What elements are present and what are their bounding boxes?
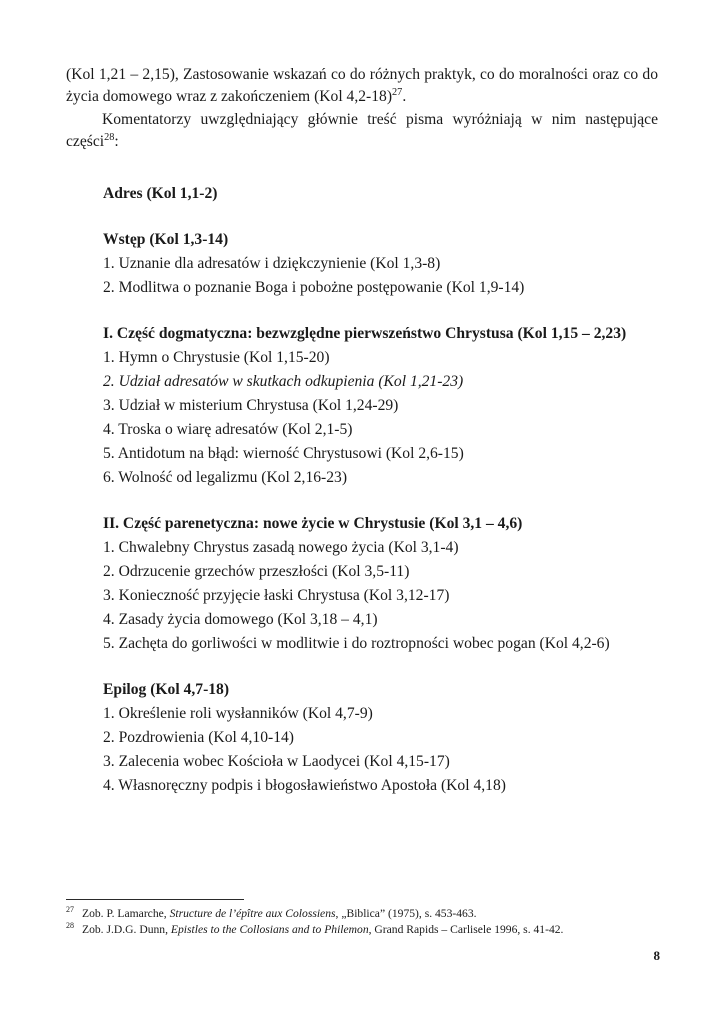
footnote-prefix: Zob. J.D.G. Dunn, xyxy=(82,923,171,936)
footnote-title: Structure de l’épître aux Colossiens xyxy=(169,907,336,920)
paragraph-2 xyxy=(66,109,658,152)
paragraph-1-text: (Kol 1,21 – 2,15), Zastosowanie wskazań co do różnych praktyk, co do moralności oraz co do życia domowego wraz z zakończeniem (Kol 4,2-18) xyxy=(66,66,658,105)
outline-item: 4. Zasady życia domowego (Kol 3,18 – 4,1) xyxy=(103,611,378,628)
outline-item: 2. Odrzucenie grzechów przeszłości (Kol 3,5-11) xyxy=(103,563,410,580)
outline-section-epilog xyxy=(103,678,663,798)
outline-item: 1. Chwalebny Chrystus zasadą nowego życia (Kol 3,1-4) xyxy=(103,539,459,556)
paragraph-2-text: Komentatorzy uwzględniający głównie treść pisma wyróżniają w nim następujące części xyxy=(66,111,658,150)
footnote-27: 27 Zob. P. Lamarche, Structure de l’épître aux Colossiens, „Biblica” (1975), s. 453-463. xyxy=(66,905,477,920)
outline-item: 1. Hymn o Chrystusie (Kol 1,15-20) xyxy=(103,349,330,366)
footnote-separator-rule xyxy=(66,899,244,900)
footnote-prefix: Zob. P. Lamarche, xyxy=(82,907,170,920)
footnote-title: Epistles to the Collosians and to Philemon xyxy=(170,923,369,936)
outline-section-czesc-i xyxy=(103,322,663,490)
page-content xyxy=(66,64,658,798)
outline-item: 2. Modlitwa o poznanie Boga i pobożne postępowanie (Kol 1,9-14) xyxy=(103,279,525,296)
outline-item: 3. Udział w misterium Chrystusa (Kol 1,24-29) xyxy=(103,397,399,414)
footnote-ref-28[interactable]: 28 xyxy=(104,131,115,143)
footnote-ref-27[interactable]: 27 xyxy=(392,86,403,98)
footnote-suffix: , „Biblica” (1975), s. 453-463. xyxy=(335,907,477,920)
outline-heading-adres: Adres (Kol 1,1-2) xyxy=(103,185,218,202)
outline-item: 2. Pozdrowienia (Kol 4,10-14) xyxy=(103,729,294,746)
outline-section-czesc-ii xyxy=(103,512,663,656)
paragraph-1-tail: . xyxy=(402,87,407,105)
outline-heading-wstep: Wstęp (Kol 1,3-14) xyxy=(103,231,229,248)
footnote-28: 28 Zob. J.D.G. Dunn, Epistles to the Collosians and to Philemon, Grand Rapids – Carlisele 1996, s. 41-42. xyxy=(66,921,564,936)
letter-outline xyxy=(103,182,663,798)
outline-item: 5. Zachęta do gorliwości w modlitwie i do roztropności wobec pogan (Kol 4,2-6) xyxy=(103,635,610,652)
outline-heading-epilog: Epilog (Kol 4,7-18) xyxy=(103,681,230,698)
outline-heading-czesc-ii: II. Część parenetyczna: nowe życie w Chrystusie (Kol 3,1 – 4,6) xyxy=(103,515,523,532)
outline-item: 4. Własnoręczny podpis i błogosławieństwo Apostoła (Kol 4,18) xyxy=(103,777,506,794)
outline-item: 4. Troska o wiarę adresatów (Kol 2,1-5) xyxy=(103,421,353,438)
outline-heading-czesc-i: I. Część dogmatyczna: bezwzględne pierwszeństwo Chrystusa (Kol 1,15 – 2,23) xyxy=(103,325,627,342)
footnote-suffix: , Grand Rapids – Carlisele 1996, s. 41-42. xyxy=(368,923,564,936)
outline-item: 1. Uznanie dla adresatów i dziękczynienie (Kol 1,3-8) xyxy=(103,255,441,272)
page-number: 8 xyxy=(653,948,660,963)
outline-item: 5. Antidotum na błąd: wierność Chrystusowi (Kol 2,6-15) xyxy=(103,445,464,462)
outline-item: 1. Określenie roli wysłanników (Kol 4,7-9) xyxy=(103,705,373,722)
outline-section-wstep xyxy=(103,228,663,300)
outline-section-adres xyxy=(103,182,663,206)
outline-item: 2. Udział adresatów w skutkach odkupienia (Kol 1,21-23) xyxy=(103,373,464,390)
outline-item: 3. Zalecenia wobec Kościoła w Laodycei (Kol 4,15-17) xyxy=(103,753,450,770)
outline-item: 3. Konieczność przyjęcie łaski Chrystusa (Kol 3,12-17) xyxy=(103,587,450,604)
paragraph-2-tail: : xyxy=(114,132,119,150)
outline-item: 6. Wolność od legalizmu (Kol 2,16-23) xyxy=(103,469,348,486)
paragraph-1 xyxy=(66,64,658,107)
footnote-area xyxy=(66,899,666,938)
